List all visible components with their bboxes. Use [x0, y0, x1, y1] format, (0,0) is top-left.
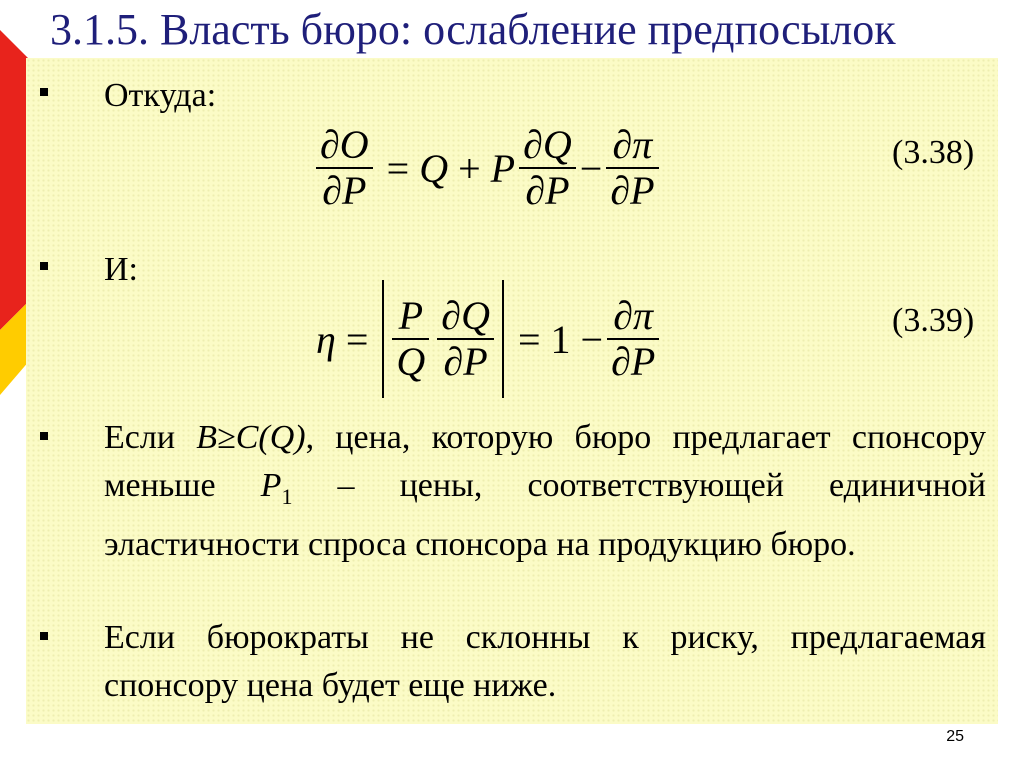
equation-3-39: η = $\frac{P}{Q}$ $\frac{\partial Q}{\partial P}$ = 1 − $\frac{\partial\pi}{\partial P}$ — [316, 274, 663, 404]
bullet-marker — [40, 632, 48, 640]
bullet-marker — [40, 262, 48, 270]
bullet-1-text: Откуда: — [104, 77, 217, 114]
equation-number-3-39: (3.39) — [892, 302, 975, 339]
bullet-marker — [40, 432, 48, 440]
bullet-3-mid: , цена, которую бюро предлагает спонсору меньше — [104, 419, 987, 504]
bullet-3-pre: Если — [104, 419, 197, 456]
bullet-3-condition: B≥C(Q) — [196, 419, 306, 456]
equation-3-38: $\frac{\partial O}{\partial P}$ = Q + P $\frac{\partial Q}{\partial P}$ − $\frac{\partial\pi}{\partial P}$ — [312, 108, 663, 228]
equation-number-3-38: (3.38) — [892, 134, 975, 171]
bullet-3-price: P — [260, 467, 282, 504]
bullet-marker — [40, 88, 48, 96]
slide-title: 3.1.5. Власть бюро: ослабление предпосылок — [50, 5, 896, 54]
bullet-3-subscript: 1 — [281, 483, 293, 509]
bullet-2-text: И: — [104, 251, 138, 288]
page-number: 25 — [946, 728, 964, 745]
bullet-3-text — [104, 414, 986, 569]
bullet-3-post: – цены, соответствующей единичной эластичности спроса спонсора на продукцию бюро. — [104, 467, 986, 563]
bullet-4-text: Если бюрократы не склонны к риску, предлагаемая спонсору цена будет еще ниже. — [104, 619, 986, 704]
